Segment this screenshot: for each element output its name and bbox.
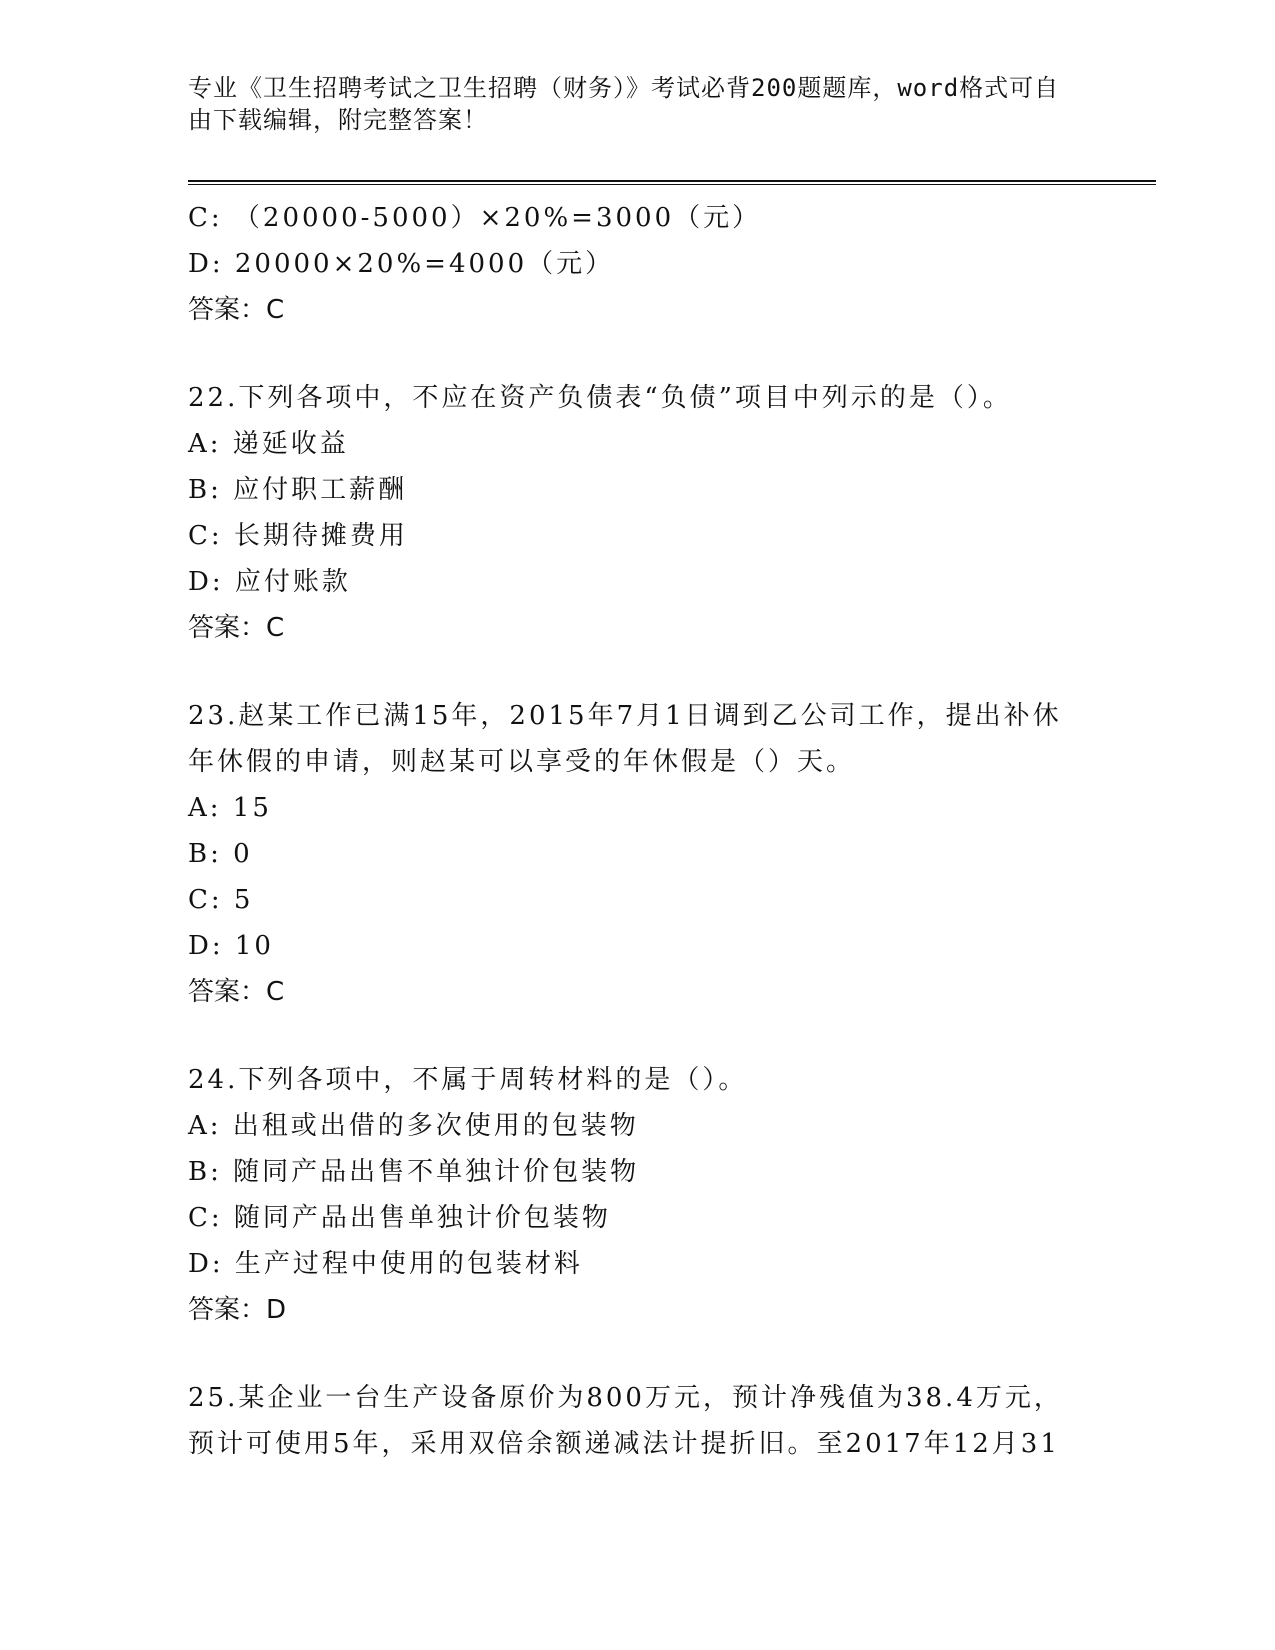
answer-line: 答案：C	[188, 613, 285, 643]
document-header	[188, 72, 1088, 136]
option-b: B: 随同产品出售不单独计价包装物	[188, 1157, 640, 1187]
option-a: A: 递延收益	[188, 429, 349, 459]
question-fragment-21	[188, 195, 1088, 333]
question-stem: 24.下列各项中，不属于周转材料的是（）。	[188, 1065, 748, 1095]
question-stem: 22.下列各项中，不应在资产负债表“负债”项目中列示的是（）。	[188, 383, 1012, 413]
option-a: A: 15	[188, 793, 272, 823]
option-c: C: （20000-5000）×20%=3000（元）	[188, 203, 762, 233]
question-list	[188, 195, 1088, 1467]
spacer	[188, 651, 1088, 693]
question-24	[188, 1057, 1088, 1333]
option-c: C: 5	[188, 885, 254, 915]
header-title-line-2: 由下载编辑，附完整答案！	[188, 106, 488, 134]
question-25	[188, 1375, 1088, 1467]
spacer	[188, 1015, 1088, 1057]
option-b: B: 0	[188, 839, 253, 869]
question-stem-line-2: 年休假的申请，则赵某可以享受的年休假是（）天。	[188, 747, 856, 777]
option-b: B: 应付职工薪酬	[188, 475, 408, 505]
question-stem-line-1: 25.某企业一台生产设备原价为800万元，预计净残值为38.4万元，	[188, 1383, 1063, 1413]
option-c: C: 随同产品出售单独计价包装物	[188, 1203, 611, 1233]
option-c: C: 长期待摊费用	[188, 521, 408, 551]
header-divider-thin	[188, 184, 1156, 185]
spacer	[188, 1333, 1088, 1375]
option-d: D: 生产过程中使用的包装材料	[188, 1249, 583, 1279]
answer-line: 答案：C	[188, 977, 285, 1007]
spacer	[188, 333, 1088, 375]
answer-line: 答案：D	[188, 1295, 287, 1325]
header-title-line-1: 专业《卫生招聘考试之卫生招聘（财务）》考试必背200题题库，word格式可自	[188, 74, 1060, 102]
question-23	[188, 693, 1088, 1015]
option-a: A: 出租或出借的多次使用的包装物	[188, 1111, 639, 1141]
answer-line: 答案：C	[188, 295, 285, 325]
question-22	[188, 375, 1088, 651]
question-stem-line-1: 23.赵某工作已满15年，2015年7月1日调到乙公司工作，提出补休	[188, 701, 1062, 731]
option-d: D: 10	[188, 931, 274, 961]
question-stem-line-2: 预计可使用5年，采用双倍余额递减法计提折旧。至2017年12月31	[188, 1429, 1060, 1459]
header-divider-thick	[188, 180, 1156, 182]
option-d: D: 应付账款	[188, 567, 351, 597]
option-d: D: 20000×20%=4000（元）	[188, 249, 615, 279]
